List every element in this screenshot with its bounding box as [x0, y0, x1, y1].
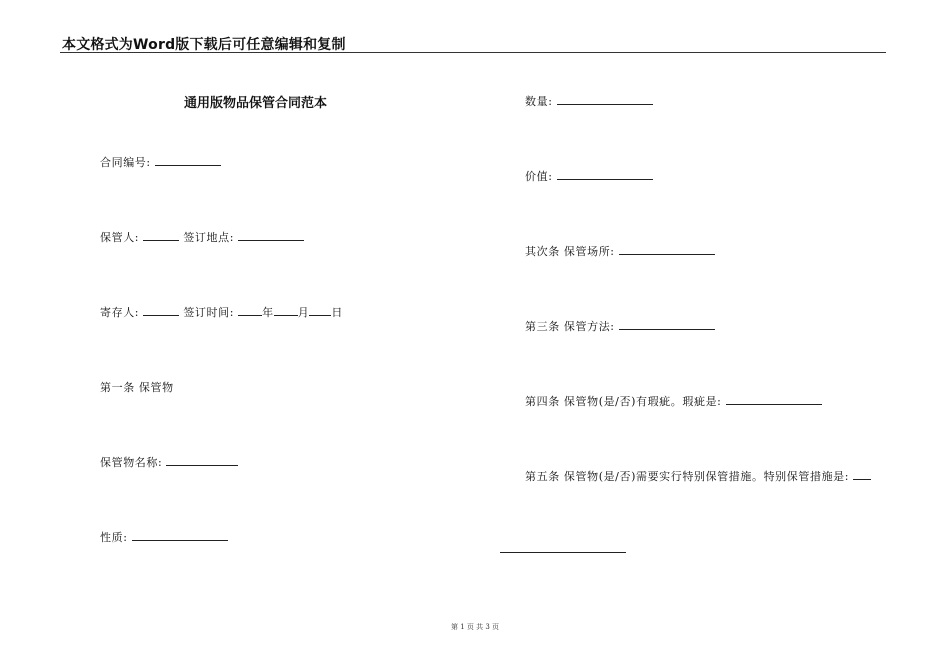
- sign-time-label: 签订时间:: [183, 306, 235, 319]
- article-4-blank: [726, 393, 822, 405]
- page-number-footer: 第 1 页 共 3 页: [450, 623, 500, 631]
- depositor-label: 寄存人:: [100, 306, 140, 319]
- article-5-continuation-blank: [500, 552, 626, 553]
- value-blank: [557, 168, 653, 180]
- header-divider: [60, 52, 886, 53]
- item-name-label: 保管物名称:: [100, 456, 163, 469]
- sign-place-blank: [238, 229, 304, 241]
- article-3-label: 第三条 保管方法:: [525, 320, 615, 333]
- depositor-blank: [143, 304, 179, 316]
- document-header-note: 本文格式为Word版下载后可任意编辑和复制: [62, 37, 346, 53]
- article-3-line: [525, 318, 715, 334]
- nature-label: 性质:: [100, 531, 128, 544]
- month-label: 月: [297, 306, 310, 319]
- item-name-line: [100, 454, 238, 470]
- custodian-blank: [143, 229, 179, 241]
- item-name-blank: [166, 454, 238, 466]
- article-2-blank: [619, 243, 715, 255]
- article-4-line: [525, 393, 822, 409]
- year-label: 年: [262, 306, 274, 319]
- article-1-heading: 第一条 保管物: [100, 381, 174, 394]
- contract-number-blank: [155, 154, 221, 166]
- nature-line: [100, 529, 228, 545]
- value-label: 价值:: [525, 170, 553, 183]
- year-blank: [238, 304, 262, 316]
- custodian-label: 保管人:: [100, 231, 140, 244]
- article-2-line: [525, 243, 715, 259]
- day-blank: [309, 304, 331, 316]
- article-3-blank: [619, 318, 715, 330]
- month-blank: [274, 304, 298, 316]
- nature-blank: [132, 529, 228, 541]
- quantity-blank: [557, 93, 653, 105]
- document-title: 通用版物品保管合同范本: [184, 96, 328, 111]
- article-2-label: 其次条 保管场所:: [525, 245, 615, 258]
- quantity-label: 数量:: [525, 95, 553, 108]
- article-5-blank: [853, 468, 871, 480]
- depositor-line: [100, 304, 343, 320]
- article-5-label: 第五条 保管物(是/否)需要实行特别保管措施。特别保管措施是:: [525, 470, 850, 483]
- contract-number-line: [100, 154, 221, 170]
- sign-place-label: 签订地点:: [183, 231, 235, 244]
- day-label: 日: [331, 306, 343, 319]
- article-5-line: [525, 468, 871, 484]
- article-4-label: 第四条 保管物(是/否)有瑕疵。瑕疵是:: [525, 395, 722, 408]
- contract-number-label: 合同编号:: [100, 156, 151, 169]
- value-line: [525, 168, 653, 184]
- custodian-line: [100, 229, 304, 245]
- quantity-line: [525, 93, 653, 109]
